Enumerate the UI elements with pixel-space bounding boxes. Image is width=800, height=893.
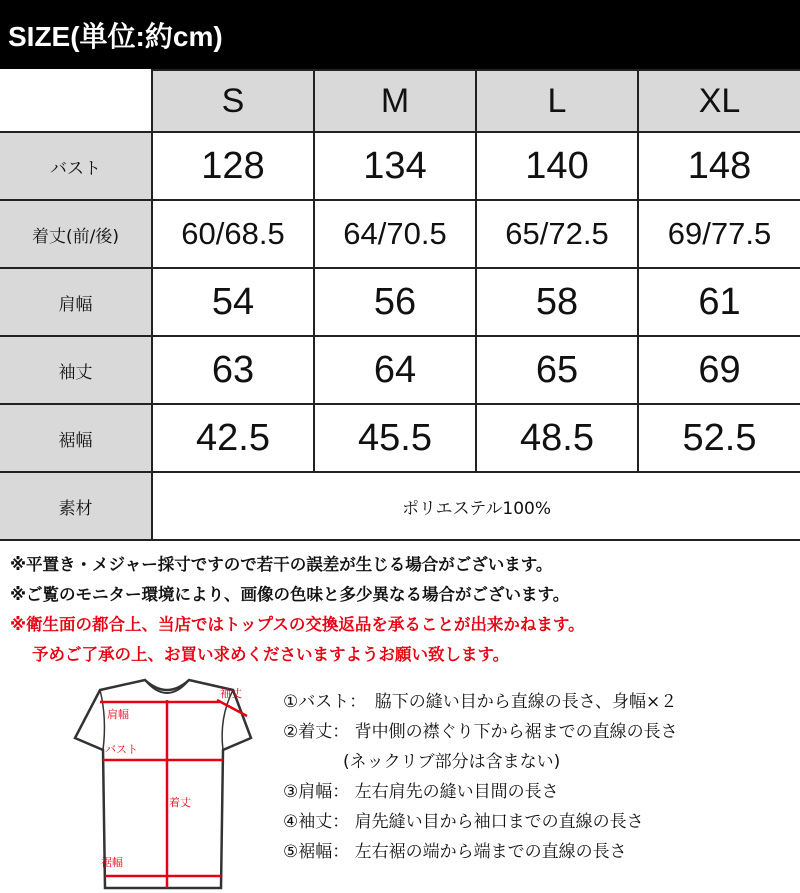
table-cell: 56 (314, 268, 476, 336)
measurement-legend (283, 687, 678, 867)
table-cell: 52.5 (638, 404, 800, 472)
size-header-row (0, 70, 800, 132)
table-cell: 45.5 (314, 404, 476, 472)
note-no-return: ※衛生面の都合上、当店ではトップスの交換返品を承ることが出来かねます。 (10, 615, 585, 634)
table-cell: 64 (314, 336, 476, 404)
diagram-label-length: 着丈 (169, 796, 191, 809)
table-cell: 61 (638, 268, 800, 336)
size-header-m: M (314, 70, 476, 132)
page-title: SIZE(単位:約cm) (0, 0, 800, 69)
table-cell: 58 (476, 268, 638, 336)
table-row-sleeve (0, 336, 800, 404)
note-monitor: ※ご覧のモニター環境により、画像の色味と多少異なる場合がございます。 (10, 585, 570, 604)
note-measurement: ※平置き・メジャー採寸ですので若干の誤差が生じる場合がございます。 (10, 555, 553, 574)
table-row-bust (0, 132, 800, 200)
legend-sleeve: ④袖丈： 肩先縫い目から袖口までの直線の長さ (283, 812, 644, 832)
row-label-length: 着丈(前/後) (0, 200, 152, 268)
size-table (0, 69, 800, 541)
legend-bust: ①バスト： 脇下の縫い目から直線の長さ、身幅×２ (283, 692, 678, 712)
size-header-s: S (152, 70, 314, 132)
table-row-hem (0, 404, 800, 472)
notes (10, 550, 585, 670)
table-cell: 69/77.5 (638, 200, 800, 268)
diagram-label-shoulder: 肩幅 (107, 708, 129, 721)
table-cell: 48.5 (476, 404, 638, 472)
row-label-bust: バスト (0, 132, 152, 200)
corner-cell (0, 70, 152, 132)
table-cell: 63 (152, 336, 314, 404)
size-header-xl: XL (638, 70, 800, 132)
note-acknowledge: 予めご了承の上、お買い求めくださいますようお願い致します。 (32, 645, 510, 664)
table-cell: 60/68.5 (152, 200, 314, 268)
table-row-material (0, 472, 800, 540)
table-row-shoulder (0, 268, 800, 336)
table-cell: 65/72.5 (476, 200, 638, 268)
row-label-sleeve: 袖丈 (0, 336, 152, 404)
diagram-label-sleeve: 袖丈 (220, 687, 242, 700)
table-row-length (0, 200, 800, 268)
table-cell: 69 (638, 336, 800, 404)
material-value: ポリエステル100% (152, 472, 800, 540)
table-cell: 140 (476, 132, 638, 200)
table-cell: 148 (638, 132, 800, 200)
tshirt-measurement-diagram (55, 672, 280, 892)
legend-length: ②着丈： 背中側の襟ぐり下から裾までの直線の長さ (283, 722, 678, 742)
row-label-shoulder: 肩幅 (0, 268, 152, 336)
diagram-label-bust: バスト (105, 743, 138, 756)
legend-length-note: (ネックリブ部分は含まない) (343, 752, 561, 772)
table-cell: 64/70.5 (314, 200, 476, 268)
legend-shoulder: ③肩幅： 左右肩先の縫い目間の長さ (283, 782, 559, 802)
table-cell: 42.5 (152, 404, 314, 472)
table-cell: 134 (314, 132, 476, 200)
table-cell: 54 (152, 268, 314, 336)
diagram-label-hem: 裾幅 (101, 856, 123, 869)
table-cell: 65 (476, 336, 638, 404)
row-label-material: 素材 (0, 472, 152, 540)
size-header-l: L (476, 70, 638, 132)
row-label-hem: 裾幅 (0, 404, 152, 472)
legend-hem: ⑤裾幅： 左右裾の端から端までの直線の長さ (283, 842, 627, 862)
table-cell: 128 (152, 132, 314, 200)
